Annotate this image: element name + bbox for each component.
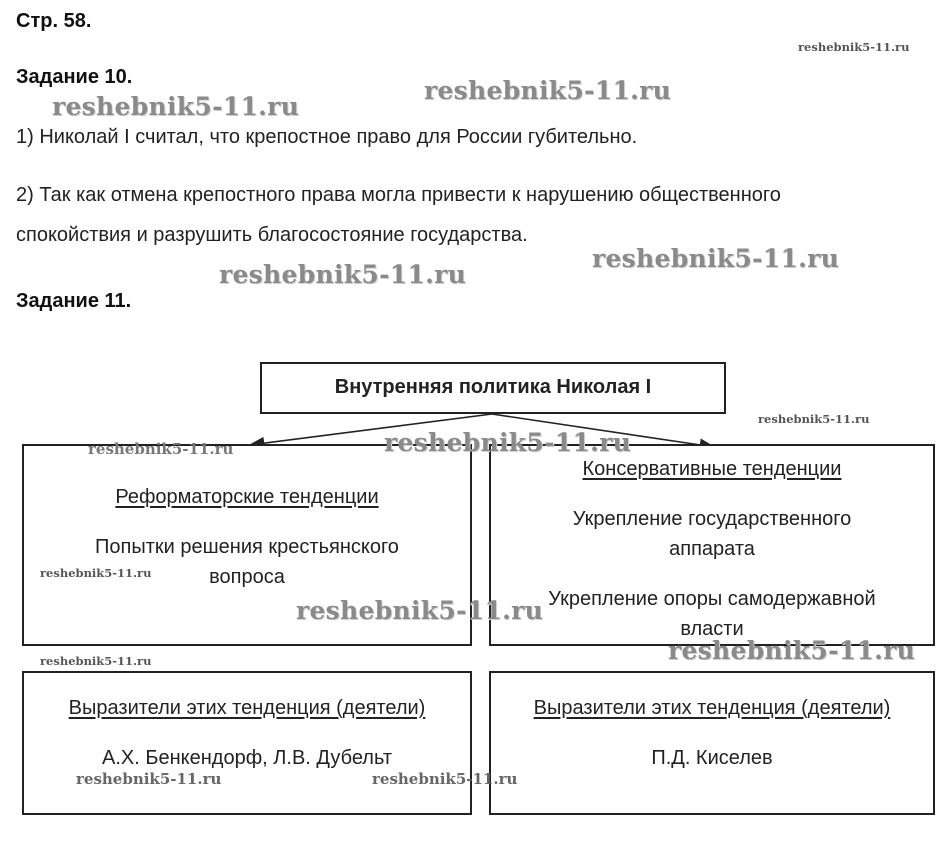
conservative-item2-line2: власти <box>680 618 744 640</box>
task10-answer-1: 1) Николай I считал, что крепостное право для России губительно. <box>16 126 638 148</box>
reform-figures-title: Выразители этих тенденция (деятели) <box>68 697 426 719</box>
watermark: reshebnik5-11.ru <box>40 566 152 580</box>
watermark: reshebnik5-11.ru <box>592 244 840 273</box>
watermark: reshebnik5-11.ru <box>372 770 518 788</box>
watermark: reshebnik5-11.ru <box>52 92 300 121</box>
watermark: reshebnik5-11.ru <box>219 260 467 289</box>
watermark: reshebnik5-11.ru <box>384 428 632 457</box>
page-label: Стр. 58. <box>16 10 92 32</box>
reform-title: Реформаторские тенденции <box>115 486 379 508</box>
reform-item-line2: вопроса <box>209 566 285 588</box>
conservative-figures-box <box>489 671 935 815</box>
watermark: reshebnik5-11.ru <box>40 654 152 668</box>
task10-answer-2-line1: 2) Так как отмена крепостного права могла привести к нарушению общественного <box>16 184 781 206</box>
conservative-item1-line1: Укрепление государственного <box>572 508 852 530</box>
watermark: reshebnik5-11.ru <box>758 412 870 426</box>
reform-box <box>22 444 472 646</box>
diagram-root-box <box>260 362 726 414</box>
reform-figures-names: А.Х. Бенкендорф, Л.В. Дубельт <box>102 747 392 769</box>
arrow-to-conservative <box>492 414 714 447</box>
arrow-to-reform <box>250 414 492 445</box>
diagram-root-label: Внутренняя политика Николая I <box>334 376 652 398</box>
conservative-figures-title: Выразители этих тенденция (деятели) <box>533 697 891 719</box>
task10-heading: Задание 10. <box>16 66 133 88</box>
watermark: reshebnik5-11.ru <box>798 40 910 54</box>
conservative-box <box>489 444 935 646</box>
conservative-item1-line2: аппарата <box>669 538 755 560</box>
reform-item-line1: Попытки решения крестьянского <box>95 536 399 558</box>
task11-heading: Задание 11. <box>16 290 132 312</box>
watermark: reshebnik5-11.ru <box>88 440 234 458</box>
reform-figures-box <box>22 671 472 815</box>
conservative-figures-names: П.Д. Киселев <box>651 747 773 769</box>
conservative-item2-line1: Укрепление опоры самодержавной <box>548 588 876 610</box>
watermark: reshebnik5-11.ru <box>668 636 916 665</box>
watermark: reshebnik5-11.ru <box>76 770 222 788</box>
watermark: reshebnik5-11.ru <box>424 76 672 105</box>
conservative-title: Консервативные тенденции <box>582 458 842 480</box>
watermark: reshebnik5-11.ru <box>296 596 544 625</box>
task10-answer-2-line2: спокойствия и разрушить благосостояние государства. <box>16 224 528 246</box>
